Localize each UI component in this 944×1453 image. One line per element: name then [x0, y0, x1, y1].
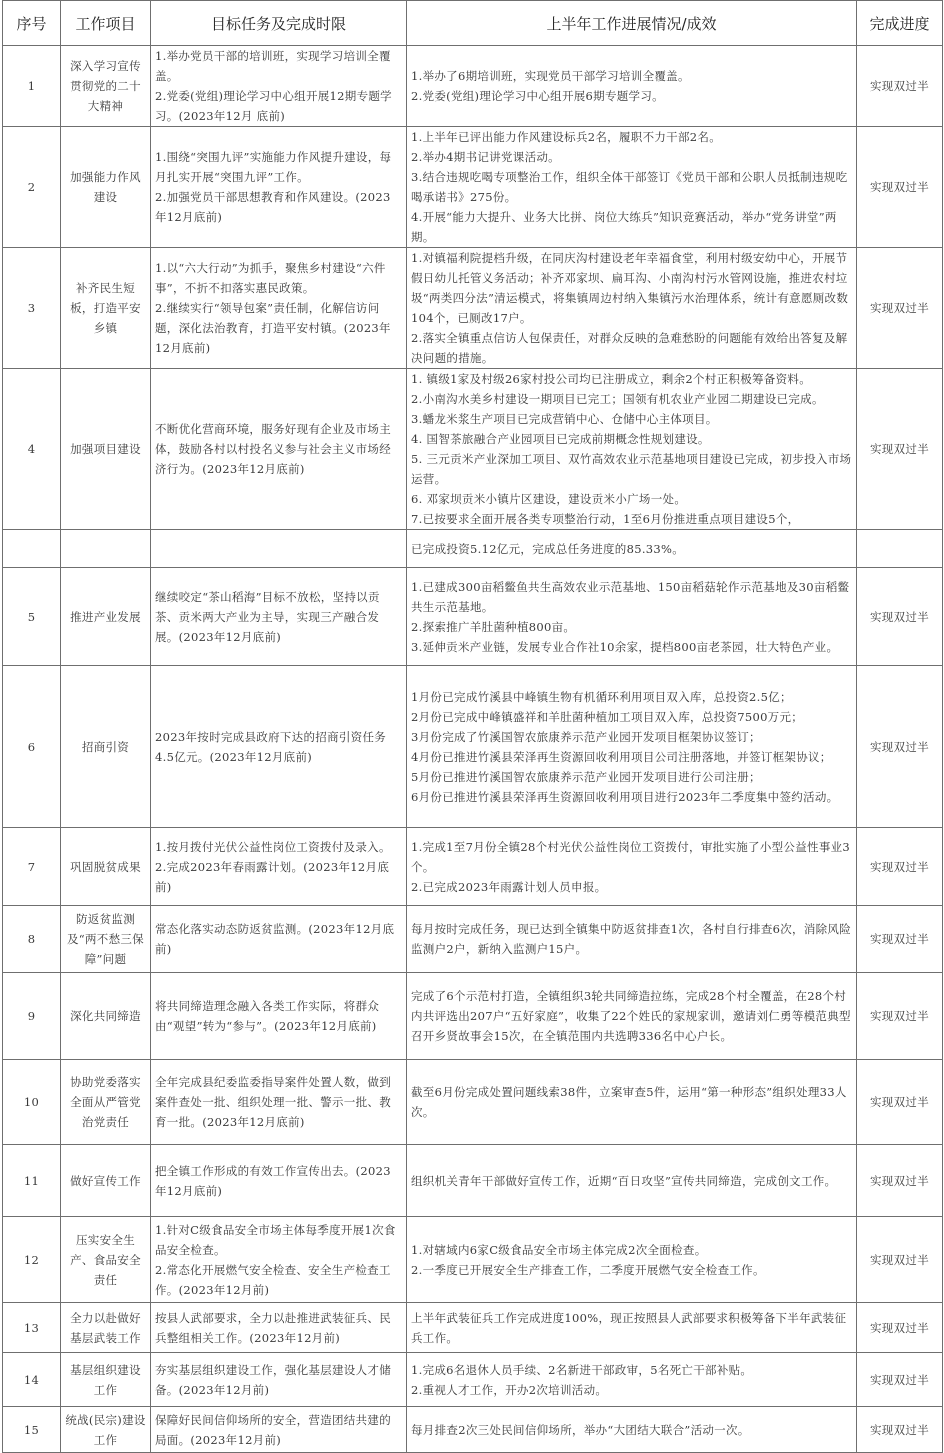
target-cell — [151, 46, 407, 127]
table-row — [3, 369, 943, 530]
table-body — [3, 46, 943, 1453]
work-item: 加强项目建设 — [61, 369, 151, 530]
table-row — [3, 530, 943, 568]
progress-cell — [407, 568, 857, 666]
target-cell — [151, 973, 407, 1060]
progress-line: 1.举办了6期培训班，实现党员干部学习培训全覆盖。 — [411, 69, 690, 83]
progress-line: 1月份已完成竹溪县中峰镇生物有机循环利用项目双入库，总投资2.5亿； — [411, 689, 792, 704]
status-cell: 实现双过半 — [857, 369, 943, 530]
progress-line: 2.落实全镇重点信访人包保责任，对群众反映的急难愁盼的问题能有效给出答复及解决问题的措施。 — [411, 331, 848, 365]
target-line: 1.举办党员干部的培训班，实现学习培训全覆盖。 — [155, 49, 391, 83]
row-number: 3 — [3, 248, 61, 369]
progress-cell — [407, 1303, 857, 1353]
target-line: 2023年按时完成县政府下达的招商引资任务4.5亿元。(2023年12月底前) — [155, 729, 387, 764]
row-number: 13 — [3, 1303, 61, 1353]
status-cell: 实现双过半 — [857, 568, 943, 666]
progress-line: 2.党委(党组)理论学习中心组开展6期专题学习。 — [411, 89, 664, 103]
progress-line: 已完成投资5.12亿元，完成总任务进度的85.33%。 — [411, 541, 685, 556]
progress-cell — [407, 1407, 857, 1453]
work-item: 招商引资 — [61, 666, 151, 828]
progress-line: 完成了6个示范村打造，全镇组织3轮共同缔造拉练，完成28个村全覆盖，在28个村内共评选出207户“五好家庭”，收集了22个姓氏的家规家训，邀请刘仁勇等模范典型召开乡贤故事会15次，在全镇范围内共选聘336名中心户长。 — [411, 989, 851, 1043]
row-number: 5 — [3, 568, 61, 666]
progress-cell — [407, 530, 857, 568]
status-cell: 实现双过半 — [857, 127, 943, 248]
status-cell: 实现双过半 — [857, 248, 943, 369]
target-line: 2.继续实行“领导包案”责任制，化解信访问题，深化法治教育，打造平安村镇。(2023年12月底前) — [155, 301, 391, 355]
progress-line: 2月份已完成中峰镇盛祥和羊肚菌种植加工项目双入库，总投资7500万元； — [411, 709, 804, 724]
progress-line: 1.对镇福利院提档升级，在同庆沟村建设老年幸福食堂，利用村级安幼中心，开展节假日幼儿托管义务活动；补齐邓家坝、扁耳沟、小南沟村污水管网设施，推进农村垃圾“两类四分法”清运模式，将集镇周边村纳入集镇污水治理体系，统计有意愿厕改数104个，已厕改17户。 — [411, 251, 849, 325]
row-number: 11 — [3, 1145, 61, 1217]
progress-line: 1.上半年已评出能力作风建设标兵2名，履职不力干部2名。 — [411, 130, 722, 144]
target-line: 不断优化营商环境，服务好现有企业及市场主体，鼓励各村以村投名义参与社会主义市场经济行为。(2023年12月底前) — [155, 422, 391, 476]
progress-line: 4月份已推进竹溪县荣泽再生资源回收利用项目公司注册落地，并签订框架协议； — [411, 749, 832, 764]
target-line: 保障好民间信仰场所的安全，营造团结共建的局面。(2023年12月前) — [155, 1412, 391, 1447]
progress-line: 1.完成1至7月份全镇28个村光伏公益性岗位工资拨付，审批实施了小型公益性事业3个。 — [411, 839, 851, 874]
progress-line: 6. 邓家坝贡米小镇片区建设，建设贡米小广场一处。 — [411, 492, 687, 506]
progress-cell — [407, 248, 857, 369]
target-cell — [151, 1060, 407, 1145]
table-row — [3, 248, 943, 369]
target-line: 常态化落实动态防返贫监测。(2023年12月底前) — [155, 922, 395, 956]
progress-cell — [407, 973, 857, 1060]
progress-line: 上半年武装征兵工作完成进度100%，现正按照县人武部要求积极筹备下半年武装征兵工作。 — [411, 1310, 847, 1345]
progress-cell — [407, 906, 857, 973]
table-row — [3, 1303, 943, 1353]
target-line: 继续咬定“茶山稻海”目标不放松，坚持以贡茶、贡米两大产业为主导，实现三产融合发展。(2023年12月底前) — [155, 589, 380, 644]
progress-line: 1.完成6名退休人员手续、2名新进干部政审，5名死亡干部补贴。 — [411, 1362, 753, 1377]
header-progress: 上半年工作进展情况/成效 — [407, 1, 857, 46]
work-item: 补齐民生短板，打造平安乡镇 — [61, 248, 151, 369]
work-item: 推进产业发展 — [61, 568, 151, 666]
table-row — [3, 1407, 943, 1453]
progress-line: 2.重视人才工作，开办2次培训活动。 — [411, 1382, 608, 1397]
work-item: 深入学习宣传贯彻党的二十大精神 — [61, 46, 151, 127]
progress-line: 2.已完成2023年雨露计划人员申报。 — [411, 879, 607, 894]
work-item: 全力以赴做好基层武装工作 — [61, 1303, 151, 1353]
table-row — [3, 906, 943, 973]
header-item: 工作项目 — [61, 1, 151, 46]
header-no: 序号 — [3, 1, 61, 46]
row-number: 9 — [3, 973, 61, 1060]
status-cell: 实现双过半 — [857, 973, 943, 1060]
target-cell — [151, 1353, 407, 1407]
table-row — [3, 127, 943, 248]
progress-line: 1. 镇级1家及村级26家村投公司均已注册成立，剩余2个村正积极筹备资料。 — [411, 372, 811, 386]
row-number: 10 — [3, 1060, 61, 1145]
target-line: 2.完成2023年春雨露计划。(2023年12月底前) — [155, 859, 390, 894]
target-cell — [151, 369, 407, 530]
work-item: 统战(民宗)建设工作 — [61, 1407, 151, 1453]
work-item: 基层组织建设工作 — [61, 1353, 151, 1407]
target-cell — [151, 568, 407, 666]
progress-line: 4. 国智茶旅融合产业园项目已完成前期概念性规划建设。 — [411, 432, 710, 446]
target-cell — [151, 1217, 407, 1303]
table-row — [3, 973, 943, 1060]
target-cell — [151, 248, 407, 369]
progress-cell — [407, 369, 857, 530]
status-cell: 实现双过半 — [857, 906, 943, 973]
work-item: 做好宣传工作 — [61, 1145, 151, 1217]
target-line: 1.围绕“突围九评”实施能力作风提升建设，每月扎实开展“突围九评”工作。 — [155, 150, 392, 184]
target-line: 2.加强党员干部思想教育和作风建设。(2023年12月底前) — [155, 190, 391, 224]
row-number: 15 — [3, 1407, 61, 1453]
status-cell: 实现双过半 — [857, 1060, 943, 1145]
progress-line: 1.已建成300亩稻鳖鱼共生高效农业示范基地、150亩稻菇轮作示范基地及30亩稻鳖共生示范基地。 — [411, 579, 850, 614]
progress-line: 5. 三元贡米产业深加工项目、双竹高效农业示范基地项目建设已完成，初步投入市场运营。 — [411, 452, 852, 486]
status-cell: 实现双过半 — [857, 1407, 943, 1453]
target-cell — [151, 1303, 407, 1353]
table-row — [3, 1060, 943, 1145]
target-line: 1.按月拨付光伏公益性岗位工资拨付及录入。 — [155, 839, 391, 854]
progress-line: 每月排查2次三处民间信仰场所，举办“大团结大联合”活动一次。 — [411, 1422, 750, 1437]
target-line: 夯实基层组织建设工作，强化基层建设人才储备。(2023年12月前) — [155, 1362, 391, 1397]
row-number: 12 — [3, 1217, 61, 1303]
progress-line: 7.已按要求全面开展各类专项整治行动，1至6月份推进重点项目建设5个， — [411, 512, 800, 526]
target-line: 把全镇工作形成的有效工作宣传出去。(2023年12月底前) — [155, 1163, 391, 1198]
progress-cell — [407, 1353, 857, 1407]
target-cell — [151, 1145, 407, 1217]
row-number: 7 — [3, 828, 61, 906]
progress-line: 2.举办4期书记讲党课活动。 — [411, 150, 560, 164]
progress-line: 2.一季度已开展安全生产排查工作，二季度开展燃气安全检查工作。 — [411, 1262, 765, 1277]
status-cell: 实现双过半 — [857, 46, 943, 127]
progress-line: 截至6月份完成处置问题线索38件，立案审查5件，运用“第一种形态”组织处理33人次。 — [411, 1085, 847, 1119]
progress-cell — [407, 1145, 857, 1217]
progress-line: 5月份已推进竹溪国智农旅康养示范产业园开发项目进行公司注册； — [411, 769, 761, 784]
table-row — [3, 46, 943, 127]
progress-line: 每月按时完成任务，现已达到全镇集中防返贫排查1次，各村自行排查6次，消除风险监测户2户，新纳入监测户15户。 — [411, 922, 852, 956]
target-line: 2.常态化开展燃气安全检查、安全生产检查工作。(2023年12月前) — [155, 1262, 391, 1297]
row-number: 2 — [3, 127, 61, 248]
progress-cell — [407, 127, 857, 248]
header-status: 完成进度 — [857, 1, 943, 46]
progress-cell — [407, 46, 857, 127]
target-line: 按县人武部要求，全力以赴推进武装征兵、民兵整组相关工作。(2023年12月前) — [155, 1310, 391, 1345]
target-cell — [151, 828, 407, 906]
work-item: 压实安全生产、食品安全责任 — [61, 1217, 151, 1303]
progress-cell — [407, 828, 857, 906]
status-cell: 实现双过半 — [857, 666, 943, 828]
row-number: 6 — [3, 666, 61, 828]
table-row — [3, 666, 943, 828]
status-cell: 实现双过半 — [857, 1303, 943, 1353]
status-cell: 实现双过半 — [857, 1217, 943, 1303]
progress-cell — [407, 1060, 857, 1145]
status-cell: 实现双过半 — [857, 1353, 943, 1407]
target-line: 全年完成县纪委监委指导案件处置人数，做到案件查处一批、组织处理一批、警示一批、教育一批。(2023年12月底前) — [155, 1075, 391, 1129]
row-number: 4 — [3, 369, 61, 530]
table-row — [3, 1145, 943, 1217]
progress-line: 3月份完成了竹溪国智农旅康养示范产业园开发项目框架协议签订； — [411, 729, 761, 744]
target-cell — [151, 666, 407, 828]
status-cell: 实现双过半 — [857, 828, 943, 906]
work-item — [61, 530, 151, 568]
row-number: 1 — [3, 46, 61, 127]
target-cell — [151, 1407, 407, 1453]
target-cell — [151, 127, 407, 248]
work-progress-table — [2, 0, 943, 1453]
progress-line: 4.开展“能力大提升、业务大比拼、岗位大练兵”知识竞赛活动，举办“党务讲堂”两期。 — [411, 210, 837, 244]
progress-line: 3.延伸贡米产业链，发展专业合作社10余家，提档800亩老茶园，壮大特色产业。 — [411, 639, 839, 654]
table-row — [3, 828, 943, 906]
target-line: 1.以“六大行动”为抓手，聚焦乡村建设“六件事”，不折不扣落实惠民政策。 — [155, 261, 386, 295]
target-line: 将共同缔造理念融入各类工作实际，将群众由“观望”转为“参与”。(2023年12月底前) — [155, 999, 380, 1033]
row-number: 14 — [3, 1353, 61, 1407]
progress-line: 3.结合违规吃喝专项整治工作，组织全体干部签订《党员干部和公职人员抵制违规吃喝承诺书》275份。 — [411, 170, 848, 204]
target-line: 1.针对C级食品安全市场主体每季度开展1次食品安全检查。 — [155, 1222, 396, 1257]
progress-line: 1.对辖域内6家C级食品安全市场主体完成2次全面检查。 — [411, 1242, 707, 1257]
progress-cell — [407, 666, 857, 828]
header-row — [3, 1, 943, 46]
progress-line: 2.小南沟水美乡村建设一期项目已完工；国领有机农业产业园二期建设已完成。 — [411, 392, 824, 406]
work-item: 防返贫监测及“两不愁三保障”问题 — [61, 906, 151, 973]
status-cell — [857, 530, 943, 568]
progress-line: 6月份已推进竹溪县荣泽再生资源回收利用项目进行2023年二季度集中签约活动。 — [411, 789, 839, 804]
progress-line: 2.探索推广羊肚菌种植800亩。 — [411, 619, 576, 634]
row-number: 8 — [3, 906, 61, 973]
row-number — [3, 530, 61, 568]
work-item: 协助党委落实全面从严管党治党责任 — [61, 1060, 151, 1145]
header-target: 目标任务及完成时限 — [151, 1, 407, 46]
progress-cell — [407, 1217, 857, 1303]
table-row — [3, 1353, 943, 1407]
progress-line: 3.蟠龙米浆生产项目已完成营销中心、仓储中心主体项目。 — [411, 412, 718, 426]
target-cell — [151, 530, 407, 568]
work-item: 加强能力作风建设 — [61, 127, 151, 248]
progress-line: 组织机关青年干部做好宣传工作，近期“百日攻坚”宣传共同缔造，完成创文工作。 — [411, 1173, 837, 1188]
work-item: 深化共同缔造 — [61, 973, 151, 1060]
table-row — [3, 568, 943, 666]
status-cell: 实现双过半 — [857, 1145, 943, 1217]
work-item: 巩固脱贫成果 — [61, 828, 151, 906]
target-cell — [151, 906, 407, 973]
target-line: 2.党委(党组)理论学习中心组开展12期专题学习。(2023年12月 底前) — [155, 89, 392, 123]
table-row — [3, 1217, 943, 1303]
